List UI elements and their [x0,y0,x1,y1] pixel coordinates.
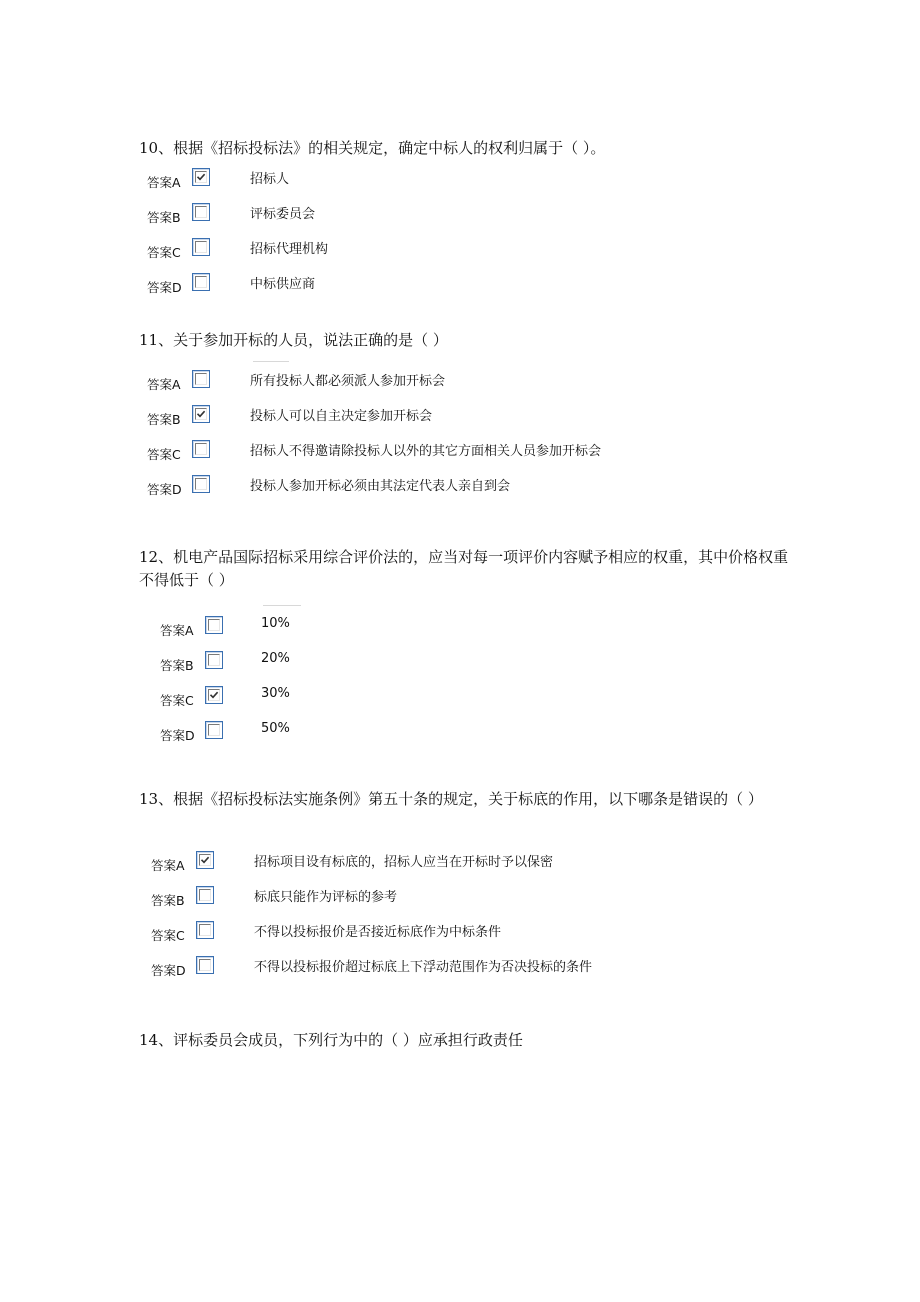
option-label: 答案A [151,858,185,873]
option-text: 招标人 [250,172,290,187]
option-d[interactable] [151,956,751,982]
question-text: 11、关于参加开标的人员，说法正确的是（ ） [139,331,448,349]
option-text: 不得以投标报价是否接近标底作为中标条件 [254,925,502,940]
option-label: 答案D [151,963,186,978]
option-text: 标底只能作为评标的参考 [254,890,398,905]
option-text: 30% [261,686,290,701]
option-label: 答案B [151,893,185,908]
checkmark-icon [196,409,206,419]
option-label: 答案B [160,658,194,673]
checkmark-icon [196,172,206,182]
option-a[interactable] [147,370,747,396]
option-label: 答案A [147,377,181,392]
option-b[interactable] [147,405,747,431]
checkmark-icon [200,855,210,865]
answer-checkbox[interactable] [196,921,214,939]
option-b[interactable] [147,203,747,229]
option-text: 招标人不得邀请除投标人以外的其它方面相关人员参加开标会 [250,444,602,459]
option-text: 招标代理机构 [250,242,329,257]
question-text: 12、机电产品国际招标采用综合评价法的，应当对每一项评价内容赋予相应的权重，其中价格权重不得低于（ ） [139,548,789,589]
option-b[interactable] [151,886,751,912]
option-d[interactable] [147,273,747,299]
answer-checkbox[interactable] [205,721,223,739]
option-label: 答案C [147,447,181,462]
option-b[interactable] [160,651,760,677]
option-label: 答案C [147,245,181,260]
option-d[interactable] [160,721,760,747]
option-text: 50% [261,721,290,736]
divider [263,605,301,606]
option-text: 所有投标人都必须派人参加开标会 [250,374,446,389]
option-label: 答案D [147,280,182,295]
option-text: 招标项目设有标底的，招标人应当在开标时予以保密 [254,855,554,870]
answer-checkbox[interactable] [196,886,214,904]
answer-checkbox[interactable] [192,405,210,423]
option-a[interactable] [151,851,751,877]
option-c[interactable] [147,238,747,264]
answer-checkbox[interactable] [205,616,223,634]
option-label: 答案B [147,210,181,225]
option-text: 投标人参加开标必须由其法定代表人亲自到会 [250,479,511,494]
option-text: 投标人可以自主决定参加开标会 [250,409,433,424]
answer-checkbox[interactable] [192,440,210,458]
option-text: 不得以投标报价超过标底上下浮动范围作为否决投标的条件 [254,960,593,975]
answer-checkbox[interactable] [205,686,223,704]
answer-checkbox[interactable] [192,370,210,388]
option-text: 10% [261,616,290,631]
answer-checkbox[interactable] [196,851,214,869]
option-label: 答案B [147,412,181,427]
option-a[interactable] [147,168,747,194]
option-d[interactable] [147,475,747,501]
option-text: 评标委员会 [250,207,316,222]
checkmark-icon [209,690,219,700]
question-text: 13、根据《招标投标法实施条例》第五十条的规定，关于标底的作用，以下哪条是错误的（ ） [139,790,763,808]
option-c[interactable] [147,440,747,466]
option-text: 中标供应商 [250,277,316,292]
question-text: 14、评标委员会成员，下列行为中的（ ）应承担行政责任 [139,1031,523,1049]
option-a[interactable] [160,616,760,642]
option-label: 答案C [151,928,185,943]
option-label: 答案A [147,175,181,190]
option-c[interactable] [160,686,760,712]
option-text: 20% [261,651,290,666]
answer-checkbox[interactable] [196,956,214,974]
answer-checkbox[interactable] [192,203,210,221]
option-label: 答案D [147,482,182,497]
answer-checkbox[interactable] [192,273,210,291]
option-label: 答案A [160,623,194,638]
answer-checkbox[interactable] [192,475,210,493]
divider [253,361,289,362]
question-text: 10、根据《招标投标法》的相关规定，确定中标人的权利归属于（ ）。 [139,139,606,157]
answer-checkbox[interactable] [192,168,210,186]
option-c[interactable] [151,921,751,947]
answer-checkbox[interactable] [205,651,223,669]
option-label: 答案D [160,728,195,743]
option-label: 答案C [160,693,194,708]
answer-checkbox[interactable] [192,238,210,256]
